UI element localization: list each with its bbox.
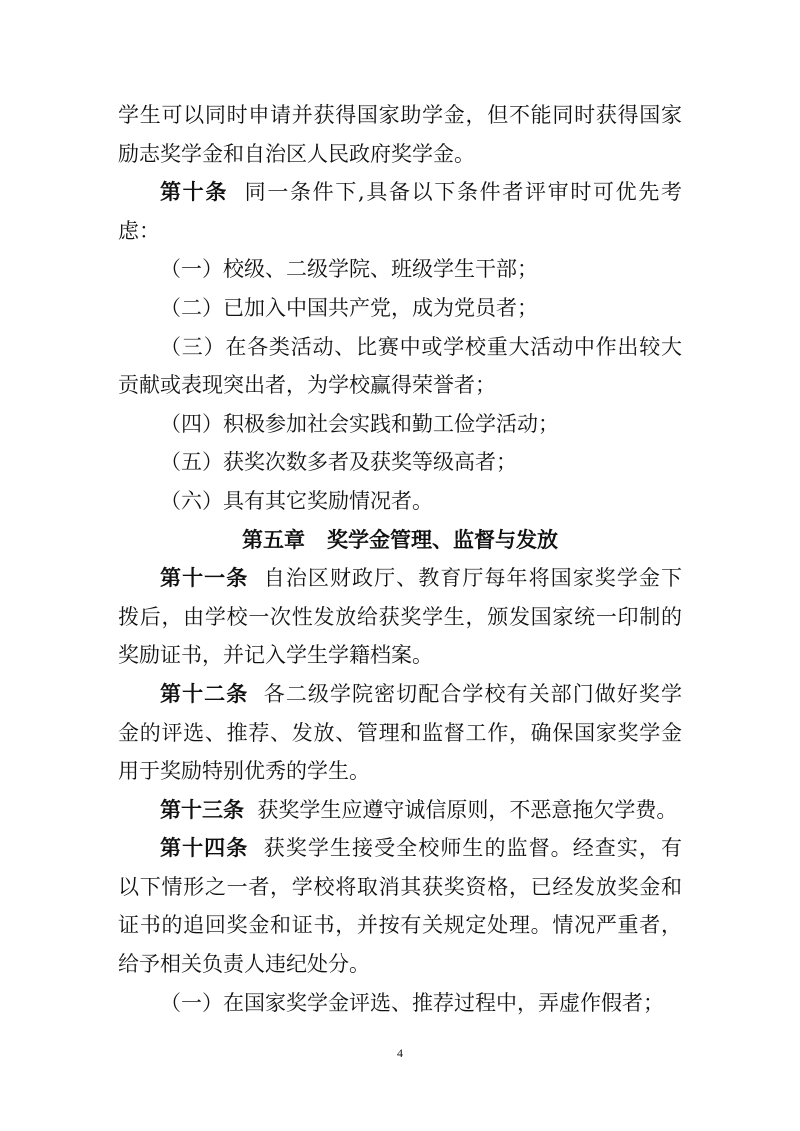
list-item: （一）在国家奖学金评选、推荐过程中，弄虚作假者； (160, 990, 664, 1015)
clause-text: 自治区财政厅、教育厅每年将国家奖学金下 (248, 566, 682, 591)
clause-heading: 第十二条 (160, 680, 249, 706)
list-item: （六）具有其它奖励情况者。 (160, 488, 433, 513)
text-line: 用于奖励特别优秀的学生。 (118, 759, 370, 784)
page-body (118, 96, 682, 1022)
list-item: （一）校级、二级学院、班级学生干部； (160, 257, 538, 282)
clause-text: 获奖学生接受全校师生的监督。经查实，有 (248, 836, 682, 861)
clause-text: 各二级学院密切配合学校有关部门做好奖学 (248, 681, 682, 706)
text-line: 虑： (118, 218, 160, 243)
clause-heading: 第十一条 (160, 565, 249, 591)
clause-12 (118, 675, 682, 714)
text-line: 奖励证书，并记入学生学籍档案。 (118, 643, 433, 668)
clause-10 (118, 173, 682, 212)
clause-heading: 第十三条 (160, 796, 244, 822)
text-line: 学生可以同时申请并获得国家助学金，但不能同时获得国家 (118, 103, 682, 127)
list-item: （二）已加入中国共产党，成为党员者； (160, 295, 538, 320)
clause-13 (118, 791, 682, 830)
text-line: 贡献或表现突出者，为学校赢得荣誉者； (118, 373, 496, 398)
list-item: （五）获奖次数多者及获奖等级高者； (160, 450, 517, 475)
text-line: 以下情形之一者，学校将取消其获奖资格，已经发放奖金和 (118, 874, 682, 899)
clause-11 (118, 559, 682, 598)
page-number: 4 (397, 1046, 403, 1060)
clause-heading: 第十条 (160, 179, 228, 205)
text-line: 拨后，由学校一次性发放给获奖学生，颁发国家统一印制的 (118, 604, 682, 629)
text-line: 金的评选、推荐、发放、管理和监督工作，确保国家奖学金 (118, 720, 682, 745)
chapter-heading: 第五章 奖学金管理、监督与发放 (242, 527, 558, 552)
clause-14 (118, 829, 682, 868)
clause-heading: 第十四条 (160, 835, 249, 861)
list-item: （三）在各类活动、比赛中或学校重大活动中作出较大 (160, 334, 682, 359)
clause-text: 同一条件下,具备以下条件者评审时可优先考 (228, 180, 682, 205)
list-item: （四）积极参加社会实践和勤工俭学活动； (160, 411, 559, 436)
text-line: 给予相关负责人违纪处分。 (118, 952, 370, 977)
text-line: 证书的追回奖金和证书，并按有关规定处理。情况严重者， (118, 913, 682, 938)
clause-text: 获奖学生应遵守诚信原则，不恶意拖欠学费。 (244, 797, 678, 822)
text-line: 励志奖学金和自治区人民政府奖学金。 (118, 141, 475, 166)
